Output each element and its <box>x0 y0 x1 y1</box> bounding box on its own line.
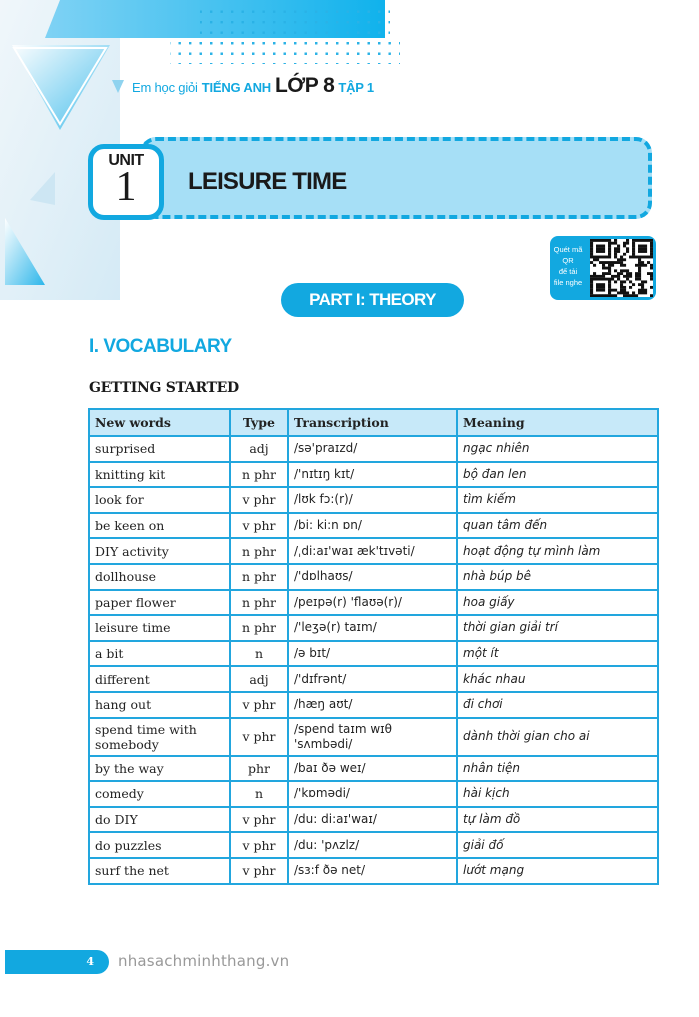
page-number: 4 <box>5 950 109 974</box>
table-row <box>89 781 658 807</box>
cell-type: adj <box>230 436 288 462</box>
cell-meaning: dành thời gian cho ai <box>457 718 658 756</box>
cell-meaning: khác nhau <box>457 666 658 692</box>
cell-transcription: /ə bɪt/ <box>288 641 457 667</box>
cell-word: do puzzles <box>89 832 230 858</box>
header-transcription: Transcription <box>288 409 457 436</box>
cell-type: v phr <box>230 487 288 513</box>
table-row <box>89 807 658 833</box>
qr-line: Quét mã <box>553 245 583 254</box>
table-row <box>89 641 658 667</box>
cell-word: paper flower <box>89 590 230 616</box>
cell-word: surprised <box>89 436 230 462</box>
cell-type: v phr <box>230 858 288 884</box>
cell-transcription: /peɪpə(r) 'flaʊə(r)/ <box>288 590 457 616</box>
publisher-website: nhasachminhthang.vn <box>118 952 290 970</box>
cell-meaning: một ít <box>457 641 658 667</box>
table-row <box>89 756 658 782</box>
cell-word: surf the net <box>89 858 230 884</box>
table-row <box>89 436 658 462</box>
cell-word: leisure time <box>89 615 230 641</box>
cell-transcription: /spend taɪm wɪθ 'sʌmbədi/ <box>288 718 457 756</box>
cell-transcription: /baɪ ðə weɪ/ <box>288 756 457 782</box>
cell-word: by the way <box>89 756 230 782</box>
cell-meaning: hoa giấy <box>457 590 658 616</box>
cell-meaning: nhân tiện <box>457 756 658 782</box>
vocabulary-table <box>88 408 659 885</box>
cell-type: n phr <box>230 590 288 616</box>
table-row <box>89 692 658 718</box>
table-header-row <box>89 409 658 436</box>
cell-transcription: /lʊk fɔ:(r)/ <box>288 487 457 513</box>
cell-type: n phr <box>230 564 288 590</box>
cell-transcription: /hæŋ aʊt/ <box>288 692 457 718</box>
qr-instruction <box>553 244 583 288</box>
cell-transcription: /'leʒə(r) taɪm/ <box>288 615 457 641</box>
cell-type: n phr <box>230 538 288 564</box>
cell-transcription: /du: di:aɪ'waɪ/ <box>288 807 457 833</box>
volume-label: TẬP 1 <box>338 80 374 95</box>
table-row <box>89 590 658 616</box>
unit-number: 1 <box>115 164 137 210</box>
series-subject: TIẾNG ANH <box>201 80 271 95</box>
cell-word: a bit <box>89 641 230 667</box>
series-prefix: Em học giỏi <box>132 80 198 95</box>
cell-type: adj <box>230 666 288 692</box>
cell-word: look for <box>89 487 230 513</box>
cell-meaning: tìm kiếm <box>457 487 658 513</box>
cell-word: do DIY <box>89 807 230 833</box>
table-row <box>89 615 658 641</box>
cell-meaning: giải đố <box>457 832 658 858</box>
table-row <box>89 832 658 858</box>
cell-type: n phr <box>230 462 288 488</box>
cell-transcription: /ˌdi:aɪ'waɪ æk'tɪvəti/ <box>288 538 457 564</box>
table-row <box>89 858 658 884</box>
cell-type: v phr <box>230 692 288 718</box>
cell-transcription: /'dɪfrənt/ <box>288 666 457 692</box>
section-title: I. VOCABULARY <box>89 336 232 357</box>
cell-word: knitting kit <box>89 462 230 488</box>
unit-badge <box>88 144 164 220</box>
cell-meaning: quan tâm đến <box>457 513 658 539</box>
cell-type: n <box>230 641 288 667</box>
cell-transcription: /sɜ:f ðə net/ <box>288 858 457 884</box>
table-row <box>89 718 658 756</box>
cell-word: different <box>89 666 230 692</box>
cell-word: dollhouse <box>89 564 230 590</box>
cell-meaning: thời gian giải trí <box>457 615 658 641</box>
table-row <box>89 462 658 488</box>
cell-word: be keen on <box>89 513 230 539</box>
qr-code-icon[interactable] <box>590 239 653 297</box>
subsection-title: GETTING STARTED <box>89 380 239 396</box>
cell-word: spend time with somebody <box>89 718 230 756</box>
unit-title: LEISURE TIME <box>188 168 347 195</box>
cell-word: comedy <box>89 781 230 807</box>
cell-transcription: /'dɒlhaʊs/ <box>288 564 457 590</box>
qr-line: file nghe <box>553 278 583 287</box>
header-new-words: New words <box>89 409 230 436</box>
cell-meaning: hài kịch <box>457 781 658 807</box>
table-row <box>89 666 658 692</box>
cell-meaning: bộ đan len <box>457 462 658 488</box>
cell-type: v phr <box>230 718 288 756</box>
part-label: PART I: THEORY <box>281 283 464 317</box>
grade-label: LỚP 8 <box>274 74 335 97</box>
cell-meaning: ngạc nhiên <box>457 436 658 462</box>
cell-meaning: đi chơi <box>457 692 658 718</box>
header-type: Type <box>230 409 288 436</box>
cell-word: DIY activity <box>89 538 230 564</box>
cell-transcription: /'kɒmədi/ <box>288 781 457 807</box>
cell-transcription: /sə'praɪzd/ <box>288 436 457 462</box>
book-series-header <box>132 74 374 98</box>
cell-type: phr <box>230 756 288 782</box>
table-row <box>89 538 658 564</box>
table-row <box>89 513 658 539</box>
cell-type: v phr <box>230 832 288 858</box>
cell-meaning: lướt mạng <box>457 858 658 884</box>
cell-type: v phr <box>230 513 288 539</box>
cell-type: n phr <box>230 615 288 641</box>
header-meaning: Meaning <box>457 409 658 436</box>
cell-type: n <box>230 781 288 807</box>
cell-transcription: /bi: ki:n ɒn/ <box>288 513 457 539</box>
qr-line: để tải <box>558 267 578 276</box>
unit-label: UNIT <box>108 152 144 169</box>
cell-transcription: /'nɪtɪŋ kɪt/ <box>288 462 457 488</box>
cell-transcription: /du: 'pʌzlz/ <box>288 832 457 858</box>
table-row <box>89 487 658 513</box>
table-row <box>89 564 658 590</box>
cell-meaning: nhà búp bê <box>457 564 658 590</box>
cell-meaning: hoạt động tự mình làm <box>457 538 658 564</box>
cell-word: hang out <box>89 692 230 718</box>
cell-type: v phr <box>230 807 288 833</box>
cell-meaning: tự làm đồ <box>457 807 658 833</box>
qr-line: QR <box>562 256 574 265</box>
